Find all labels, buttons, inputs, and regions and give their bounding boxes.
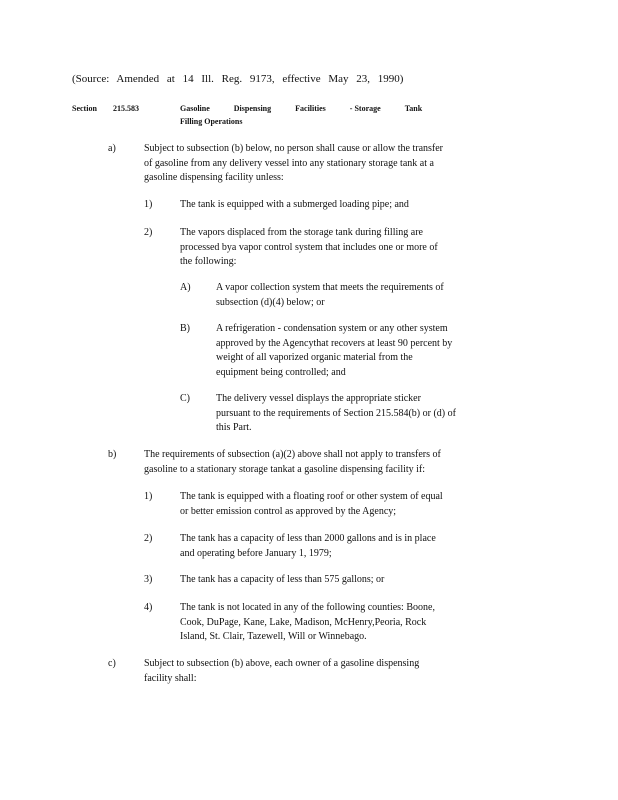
text-line: Cook, DuPage, Kane, Lake, Madison, McHenry,Peoria, Rock [180, 616, 427, 628]
subsection-a-text [144, 142, 443, 186]
text-line: Island, St. Clair, Tazewell, Will or Winnebago. [180, 631, 367, 642]
text-line: A vapor collection system that meets the requirements of [216, 282, 444, 293]
item-a2-label: 2) [144, 227, 153, 238]
subsection-b-label: b) [108, 449, 117, 460]
item-a2C-text [216, 392, 456, 436]
text-line: gasoline to a stationary storage tankat a gasoline dispensing facility if: [144, 463, 426, 475]
item-b2-text [180, 532, 436, 561]
item-a2A-text [216, 281, 444, 310]
source-note: (Source: Amended at 14 Ill. Reg. 9173, effective May 23, 1990) [72, 73, 404, 85]
item-a1-text [180, 198, 409, 213]
item-b3-label: 3) [144, 574, 153, 585]
text-line: facility shall: [144, 672, 197, 684]
item-b1-text [180, 490, 443, 519]
text-line: pursuant to the requirements of Section 215.584(b) or (d) of [216, 407, 456, 419]
text-line: subsection (d)(4) below; or [216, 296, 325, 308]
text-line: The tank has a capacity of less than 575 gallons; or [180, 574, 385, 585]
item-b3-text [180, 573, 384, 588]
text-line: Subject to subsection (b) below, no person shall cause or allow the transfer [144, 143, 443, 154]
text-line: the following: [180, 256, 237, 267]
text-line: A refrigeration - condensation system or any other system [216, 323, 448, 334]
text-line: The tank is equipped with a submerged loading pipe; and [180, 199, 409, 210]
text-line: weight of all vaporized organic material from the [216, 352, 413, 363]
text-line: approved by the Agencythat recovers at least 90 percent by [216, 337, 453, 349]
item-b1-label: 1) [144, 491, 153, 502]
item-a2C-label: C) [180, 393, 190, 404]
section-title [180, 103, 422, 115]
text-line: gasoline dispensing facility unless: [144, 172, 284, 183]
text-line: this Part. [216, 422, 252, 433]
item-b4-text [180, 601, 435, 645]
section-title-word: - Storage [349, 104, 381, 113]
section-number: 215.583 [113, 104, 139, 113]
text-line: The tank has a capacity of less than 2000 gallons and is in place [180, 533, 436, 544]
text-line: The tank is equipped with a floating roof or other system of equal [180, 491, 443, 502]
item-a1-label: 1) [144, 199, 153, 210]
text-line: equipment being controlled; and [216, 366, 346, 378]
section-title-word: Dispensing [233, 104, 272, 113]
text-line: Subject to subsection (b) above, each owner of a gasoline dispensing [144, 658, 420, 669]
text-line: The vapors displaced from the storage tank during filling are [180, 227, 423, 238]
section-title-word: Facilities [295, 104, 326, 113]
item-a2B-label: B) [180, 323, 190, 334]
text-line: or better emission control as approved by the Agency; [180, 505, 397, 517]
text-line: processed bya vapor control system that includes one or more of [180, 241, 438, 253]
text-line: The delivery vessel displays the appropriate sticker [216, 393, 421, 404]
section-title-line-2: Filling Operations [180, 117, 243, 126]
item-a2-text [180, 226, 438, 270]
text-line: of gasoline from any delivery vessel into any stationary storage tank at a [144, 157, 434, 169]
subsection-c-label: c) [108, 658, 116, 669]
item-b4-label: 4) [144, 602, 153, 613]
subsection-a-label: a) [108, 143, 116, 154]
section-title-word: Tank [404, 104, 423, 113]
text-line: and operating before January 1, 1979; [180, 547, 332, 559]
section-label: Section [72, 104, 97, 113]
section-title-word: Gasoline [180, 104, 210, 113]
text-line: The tank is not located in any of the following counties: Boone, [180, 602, 435, 613]
item-a2A-label: A) [180, 282, 191, 293]
item-a2B-text [216, 322, 452, 380]
text-line: The requirements of subsection (a)(2) above shall not apply to transfers of [144, 449, 441, 460]
subsection-b-text [144, 448, 441, 477]
item-b2-label: 2) [144, 533, 153, 544]
subsection-c-text [144, 657, 419, 686]
